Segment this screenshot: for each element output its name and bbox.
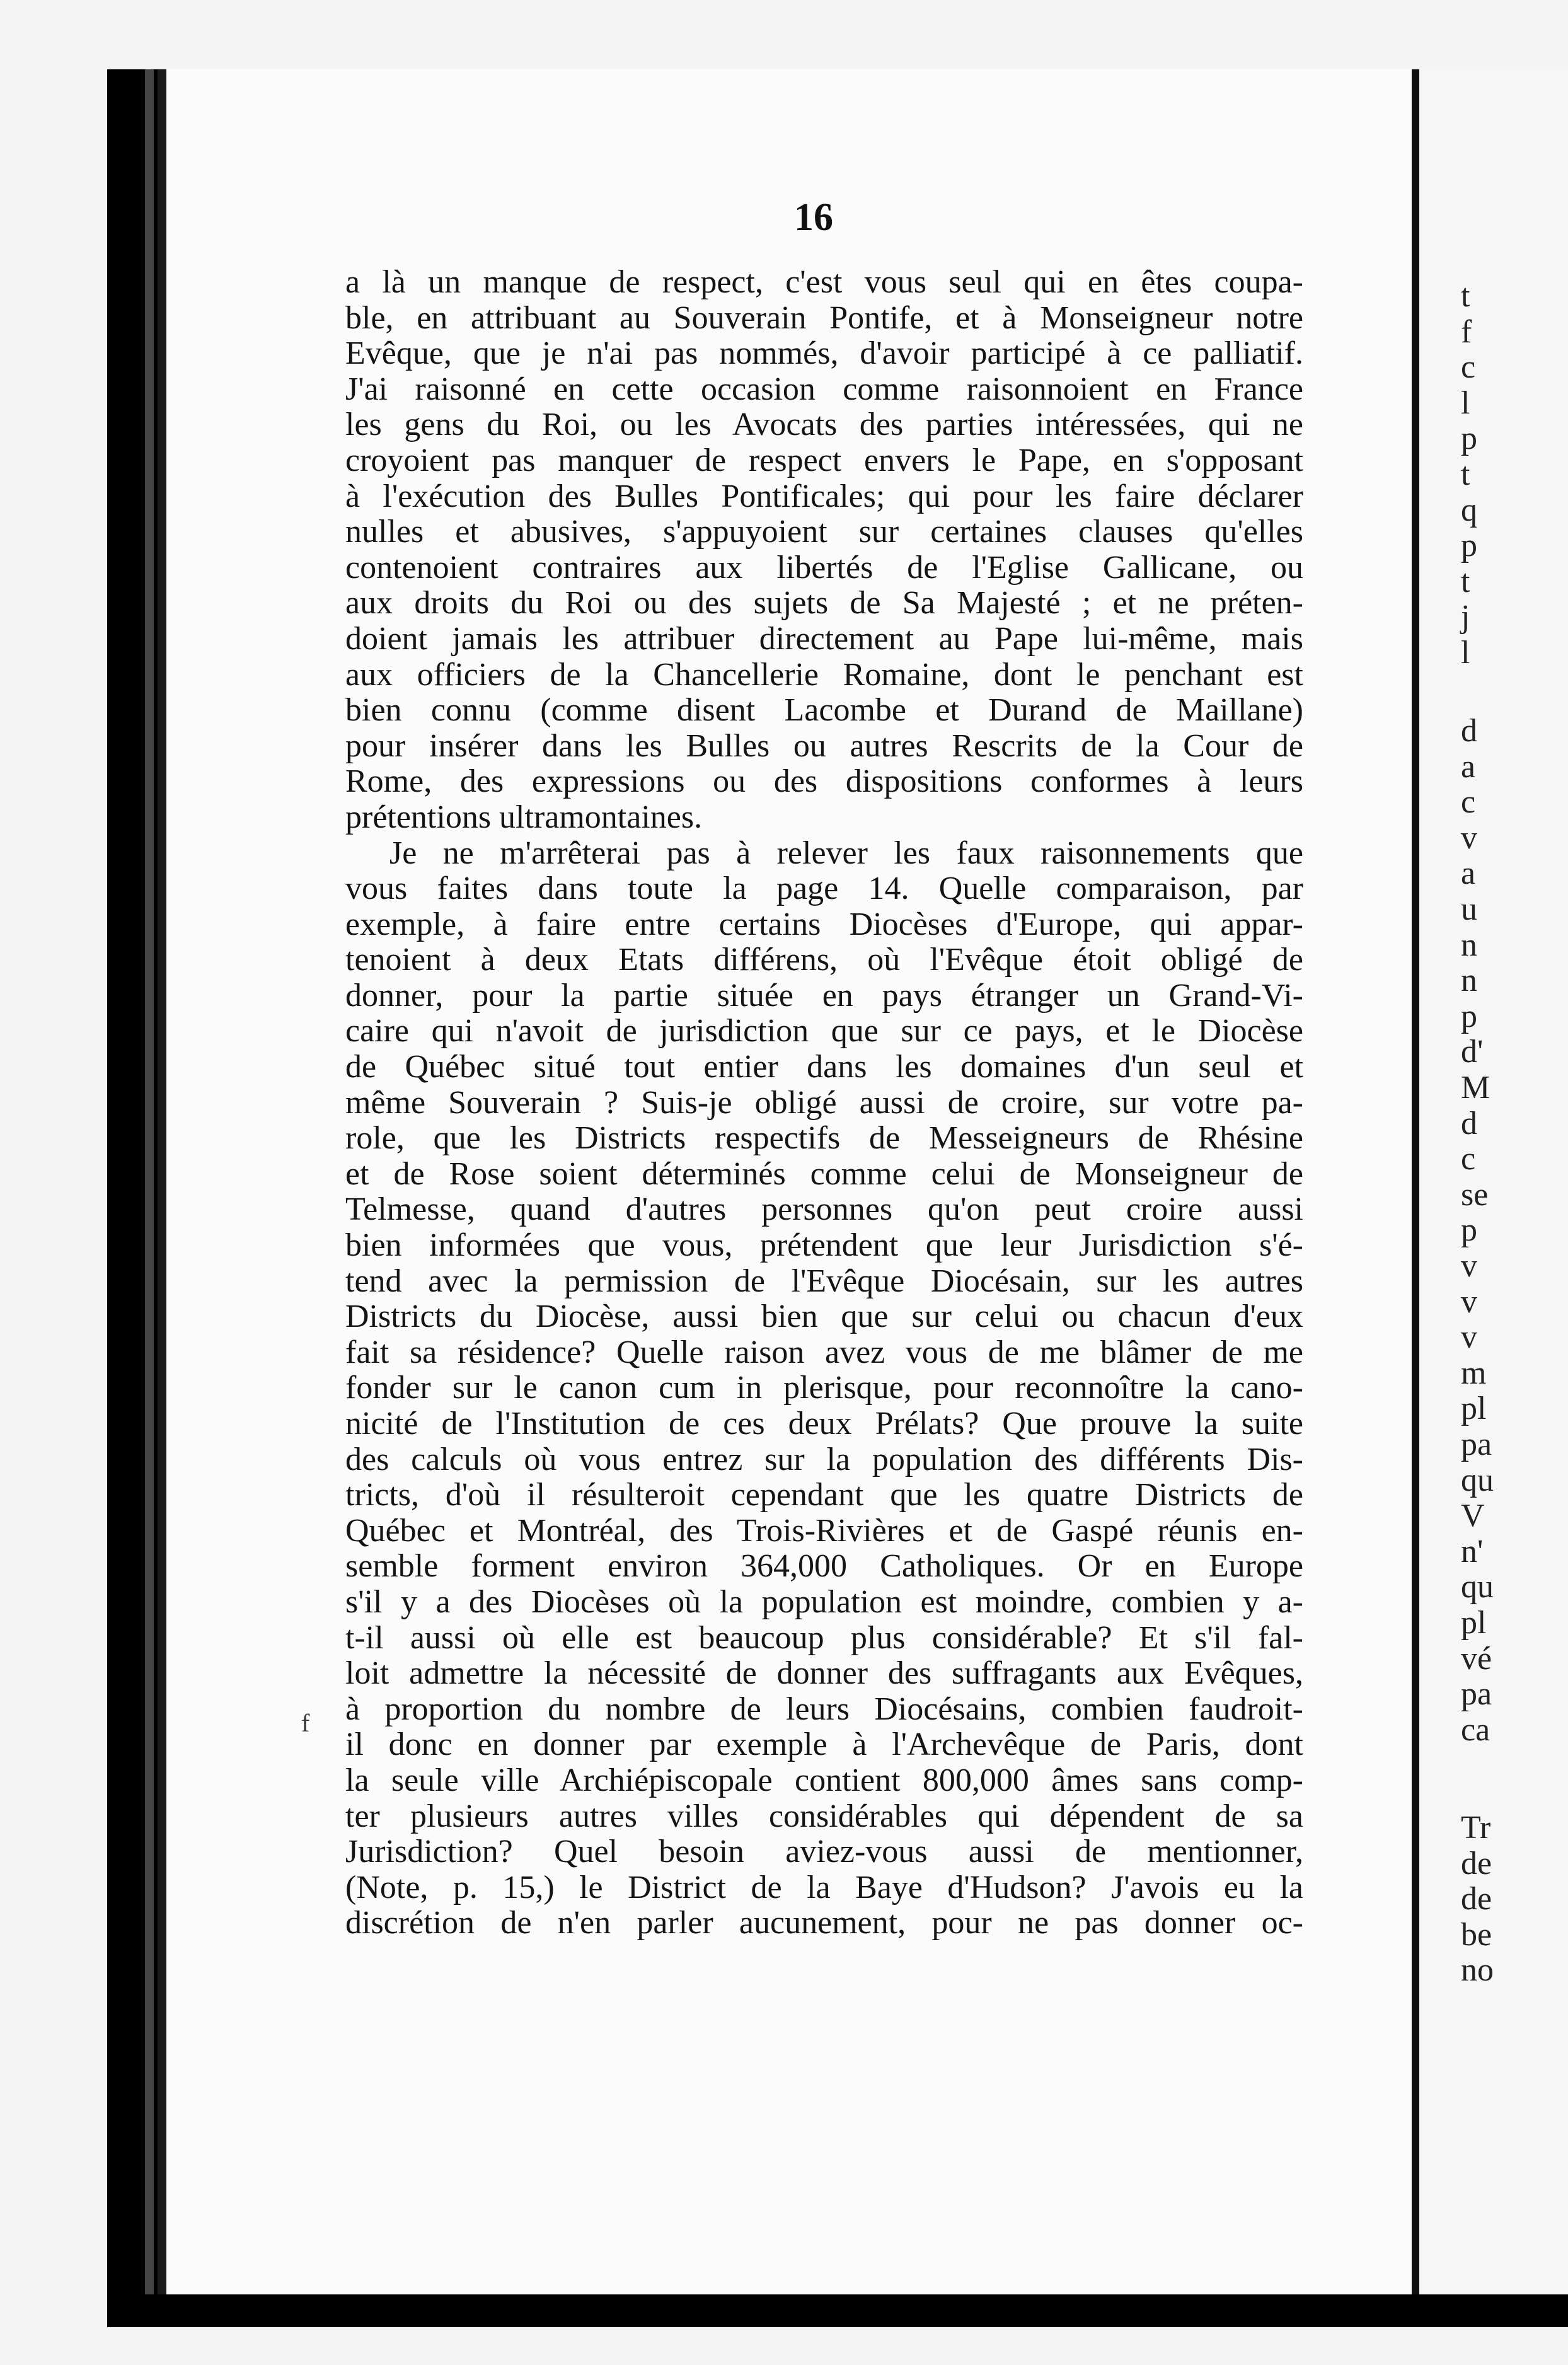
facing-page-fragment: pl xyxy=(1461,1605,1487,1641)
facing-page-fragment: t xyxy=(1461,278,1470,314)
facing-page-fragment: V xyxy=(1461,1498,1485,1534)
text-line: (Note, p. 15,) le District de la Baye d'Hudson? J'avois eu la xyxy=(345,1869,1303,1905)
facing-page-fragment: vé xyxy=(1461,1640,1492,1677)
text-line: ter plusieurs autres villes considérables qui dépendent de sa xyxy=(345,1798,1303,1834)
facing-page-fragment: p xyxy=(1461,528,1477,564)
text-line: croyoient pas manquer de respect envers le Pape, en s'opposant xyxy=(345,442,1303,478)
text-line: la seule ville Archiépiscopale contient 800,000 âmes sans comp- xyxy=(345,1762,1303,1798)
facing-page-fragment: v xyxy=(1461,1283,1477,1320)
facing-page-fragment: de xyxy=(1461,1881,1492,1917)
text-line: il donc en donner par exemple à l'Archevêque de Paris, dont xyxy=(345,1726,1303,1763)
text-line: bien informées que vous, prétendent que leur Jurisdiction s'é- xyxy=(345,1227,1303,1264)
facing-page-fragment: n xyxy=(1461,963,1477,999)
page-edge xyxy=(145,69,154,2294)
facing-page-fragment: l xyxy=(1461,635,1470,671)
facing-page-fragment: c xyxy=(1461,1141,1476,1177)
text-line: donner, pour la partie située en pays étranger un Grand-Vi- xyxy=(345,977,1303,1014)
text-line: nicité de l'Institution de ces deux Prélats? Que prouve la suite xyxy=(345,1406,1303,1442)
text-line: Je ne m'arrêterai pas à relever les faux raisonnements que xyxy=(389,835,1303,871)
facing-page-fragment: p xyxy=(1461,420,1477,457)
text-line: tend avec la permission de l'Evêque Diocésain, sur les autres xyxy=(345,1263,1303,1299)
facing-page-fragment: q xyxy=(1461,492,1477,528)
text-line: vous faites dans toute la page 14. Quelle comparaison, par xyxy=(345,870,1303,907)
facing-page-fragment: u xyxy=(1461,891,1477,927)
facing-page-edge xyxy=(1419,69,1568,2294)
facing-page-fragment: pa xyxy=(1461,1676,1492,1713)
facing-page-fragment: d xyxy=(1461,1105,1477,1142)
text-line: semble forment environ 364,000 Catholiques. Or en Europe xyxy=(345,1548,1303,1585)
facing-page-fragment: a xyxy=(1461,748,1476,785)
text-line: exemple, à faire entre certains Diocèses d'Europe, qui appar- xyxy=(345,906,1303,942)
text-line: les gens du Roi, ou les Avocats des parties intéressées, qui ne xyxy=(345,407,1303,443)
facing-page-fragment: v xyxy=(1461,1248,1477,1284)
text-line: Evêque, que je n'ai pas nommés, d'avoir participé à ce palliatif. xyxy=(345,335,1303,372)
text-line: et de Rose soient déterminés comme celui de Monseigneur de xyxy=(345,1155,1303,1192)
facing-page-fragment: f xyxy=(1461,313,1472,350)
facing-page-fragment: qu xyxy=(1461,1462,1494,1498)
text-line: Districts du Diocèse, aussi bien que sur celui ou chacun d'eux xyxy=(345,1298,1303,1335)
scan-top-margin xyxy=(0,0,1568,69)
text-line: J'ai raisonné en cette occasion comme raisonnoient en France xyxy=(345,371,1303,407)
text-line: prétentions ultramontaines. xyxy=(345,799,703,835)
facing-page-fragment: qu xyxy=(1461,1569,1494,1605)
facing-page-fragment: pl xyxy=(1461,1391,1487,1427)
text-line: Jurisdiction? Quel besoin aviez-vous aussi de mentionner, xyxy=(345,1834,1303,1870)
facing-page-fragment: c xyxy=(1461,784,1476,821)
facing-page-fragment: a xyxy=(1461,855,1476,892)
facing-page-fragment: t xyxy=(1461,563,1470,599)
facing-page-fragment: t xyxy=(1461,456,1470,492)
facing-page-fragment: d' xyxy=(1461,1034,1484,1070)
facing-page-fragment: be xyxy=(1461,1916,1492,1953)
facing-page-fragment: pa xyxy=(1461,1426,1492,1462)
text-line: discrétion de n'en parler aucunement, pour ne pas donner oc- xyxy=(345,1905,1303,1941)
facing-page-fragment: c xyxy=(1461,349,1476,386)
text-line: fait sa résidence? Quelle raison avez vous de me blâmer de me xyxy=(345,1334,1303,1370)
text-line: fonder sur le canon cum in plerisque, pour reconnoître la cano- xyxy=(345,1370,1303,1406)
page-number: 16 xyxy=(794,196,833,239)
text-line: à proportion du nombre de leurs Diocésains, combien faudroit- xyxy=(345,1691,1303,1727)
text-line: tricts, d'où il résulteroit cependant que les quatre Districts de xyxy=(345,1477,1303,1513)
text-line: t-il aussi où elle est beaucoup plus considérable? Et s'il fal- xyxy=(345,1619,1303,1656)
facing-page-fragment: j xyxy=(1461,599,1470,635)
text-line: ble, en attribuant au Souverain Pontife, et à Monseigneur notre xyxy=(345,299,1303,336)
text-line: bien connu (comme disent Lacombe et Durand de Maillane) xyxy=(345,692,1303,729)
text-line: doient jamais les attribuer directement au Pape lui-même, mais xyxy=(345,620,1303,657)
facing-page-fragment: l xyxy=(1461,385,1470,421)
text-line: Québec et Montréal, des Trois-Rivières et de Gaspé réunis en- xyxy=(345,1512,1303,1549)
text-line: loit admettre la nécessité de donner des suffragants aux Evêques, xyxy=(345,1655,1303,1692)
body-text xyxy=(345,265,1303,1941)
text-line: aux officiers de la Chancellerie Romaine, dont le penchant est xyxy=(345,656,1303,693)
text-line: contenoient contraires aux libertés de l'Eglise Gallicane, ou xyxy=(345,549,1303,586)
text-line: même Souverain ? Suis-je obligé aussi de croire, sur votre pa- xyxy=(345,1084,1303,1121)
facing-page-fragment: Tr xyxy=(1461,1810,1491,1846)
text-line: a là un manque de respect, c'est vous seul qui en êtes coupa- xyxy=(345,264,1303,300)
text-line: nulles et abusives, s'appuyoient sur certaines clauses qu'elles xyxy=(345,514,1303,550)
text-line: Telmesse, quand d'autres personnes qu'on peut croire aussi xyxy=(345,1191,1303,1228)
text-line: des calculs où vous entrez sur la population des différents Dis- xyxy=(345,1441,1303,1477)
facing-page-fragment: M xyxy=(1461,1070,1490,1106)
facing-page-fragment: m xyxy=(1461,1355,1487,1391)
facing-page-fragment: n xyxy=(1461,927,1477,963)
margin-mark: f xyxy=(301,1709,310,1737)
facing-page-fragment: v xyxy=(1461,819,1477,856)
text-line: Rome, des expressions ou des dispositions conformes à leurs xyxy=(345,763,1303,800)
scan-bottom-margin xyxy=(0,2327,1568,2365)
facing-page-fragment: d xyxy=(1461,713,1477,749)
facing-page-fragment: se xyxy=(1461,1176,1489,1213)
text-line: caire qui n'avoit de jurisdiction que sur ce pays, et le Diocèse xyxy=(345,1013,1303,1050)
book-gutter xyxy=(1412,69,1419,2294)
text-line: pour insérer dans les Bulles ou autres Rescrits de la Cour de xyxy=(345,727,1303,764)
text-line: de Québec situé tout entier dans les domaines d'un seul et xyxy=(345,1049,1303,1085)
facing-page-fragment: p xyxy=(1461,998,1477,1034)
facing-page-fragment: no xyxy=(1461,1952,1494,1989)
text-line: role, que les Districts respectifs de Messeigneurs de Rhésine xyxy=(345,1120,1303,1157)
facing-page-fragment: de xyxy=(1461,1845,1492,1882)
text-line: tenoient à deux Etats différens, où l'Evêque étoit obligé de xyxy=(345,942,1303,978)
facing-page-fragment: v xyxy=(1461,1319,1477,1356)
scan-left-margin xyxy=(0,0,107,2365)
facing-page-fragment: ca xyxy=(1461,1711,1490,1748)
facing-page-fragment: n' xyxy=(1461,1533,1484,1570)
facing-page-fragment: p xyxy=(1461,1212,1477,1249)
text-line: s'il y a des Diocèses où la population est moindre, combien y a- xyxy=(345,1583,1303,1620)
text-line: aux droits du Roi ou des sujets de Sa Majesté ; et ne préten- xyxy=(345,585,1303,622)
text-line: à l'exécution des Bulles Pontificales; qui pour les faire déclarer xyxy=(345,478,1303,514)
